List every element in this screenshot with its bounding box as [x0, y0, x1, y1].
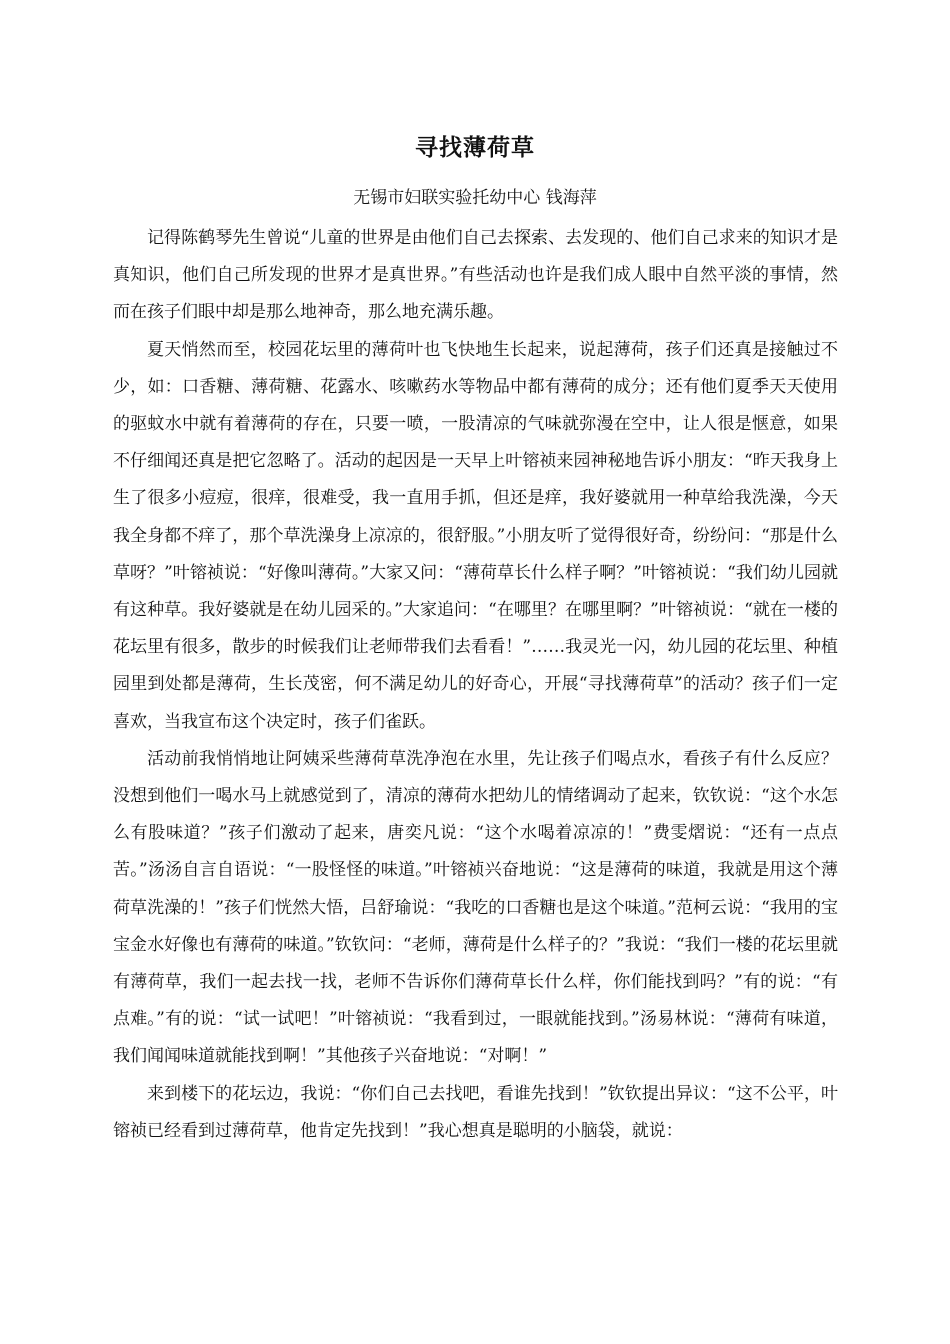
author-byline: 无锡市妇联实验托幼中心 钱海萍 — [353, 188, 597, 208]
document-title: 寻找薄荷草 — [415, 135, 535, 161]
document-body — [113, 220, 838, 1150]
paragraph-3: 活动前我悄悄地让阿姨采些薄荷草洗净泡在水里，先让孩子们喝点水，看孩子有什么反应？没想到他们一喝水马上就感觉到了，清凉的薄荷水把幼儿的情绪调动了起来，钦钦说：“这个水怎么有股味道？”孩子们激动了起来，唐奕凡说：“这个水喝着凉凉的！”费雯熠说：“还有一点点苦。”汤汤自言自语说：“一股怪怪的味道。”叶镕祯兴奋地说：“这是薄荷的味道，我就是用这个薄荷草洗澡的！”孩子们恍然大悟，吕舒瑜说：“我吃的口香糖也是这个味道。”范柯云说：“我用的宝宝金水好像也有薄荷的味道。”钦钦问：“老师，薄荷是什么样子的？”我说：“我们一楼的花坛里就有薄荷草，我们一起去找一找，老师不告诉你们薄荷草长什么样，你们能找到吗？”有的说：“有点难。”有的说：“试一试吧！”叶镕祯说：“我看到过，一眼就能找到。”汤易林说：“薄荷有味道，我们闻闻味道就能找到啊！”其他孩子兴奋地说：“对啊！” — [113, 748, 838, 1067]
paragraph-4: 来到楼下的花坛边，我说：“你们自己去找吧，看谁先找到！”钦钦提出异议：“这不公平，叶镕祯已经看到过薄荷草，他肯定先找到！”我心想真是聪明的小脑袋，就说： — [113, 1083, 838, 1141]
paragraph-2: 夏天悄然而至，校园花坛里的薄荷叶也飞快地生长起来，说起薄荷，孩子们还真是接触过不少，如：口香糖、薄荷糖、花露水、咳嗽药水等物品中都有薄荷的成分；还有他们夏季天天使用的驱蚊水中就有着薄荷的存在，只要一喷，一股清凉的气味就弥漫在空中，让人很是惬意，如果不仔细闻还真是把它忽略了。活动的起因是一天早上叶镕祯来园神秘地告诉小朋友：“昨天我身上生了很多小痘痘，很痒，很难受，我一直用手抓，但还是痒，我好婆就用一种草给我洗澡，今天我全身都不痒了，那个草洗澡身上凉凉的，很舒服。”小朋友听了觉得很好奇，纷纷问：“那是什么草呀？”叶镕祯说：“好像叫薄荷。”大家又问：“薄荷草长什么样子啊？”叶镕祯说：“我们幼儿园就有这种草。我好婆就是在幼儿园采的。”大家追问：“在哪里？在哪里啊？”叶镕祯说：“就在一楼的花坛里有很多，散步的时候我们让老师带我们去看看！”……我灵光一闪，幼儿园的花坛里、种植园里到处都是薄荷，生长茂密，何不满足幼儿的好奇心，开展“寻找薄荷草”的活动？孩子们一定喜欢，当我宣布这个决定时，孩子们雀跃。 — [113, 339, 838, 732]
paragraph-1: 记得陈鹤琴先生曾说“儿童的世界是由他们自己去探索、去发现的、他们自己求来的知识才是真知识，他们自己所发现的世界才是真世界。”有些活动也许是我们成人眼中自然平淡的事情，然而在孩子们眼中却是那么地神奇，那么地充满乐趣。 — [113, 228, 838, 323]
